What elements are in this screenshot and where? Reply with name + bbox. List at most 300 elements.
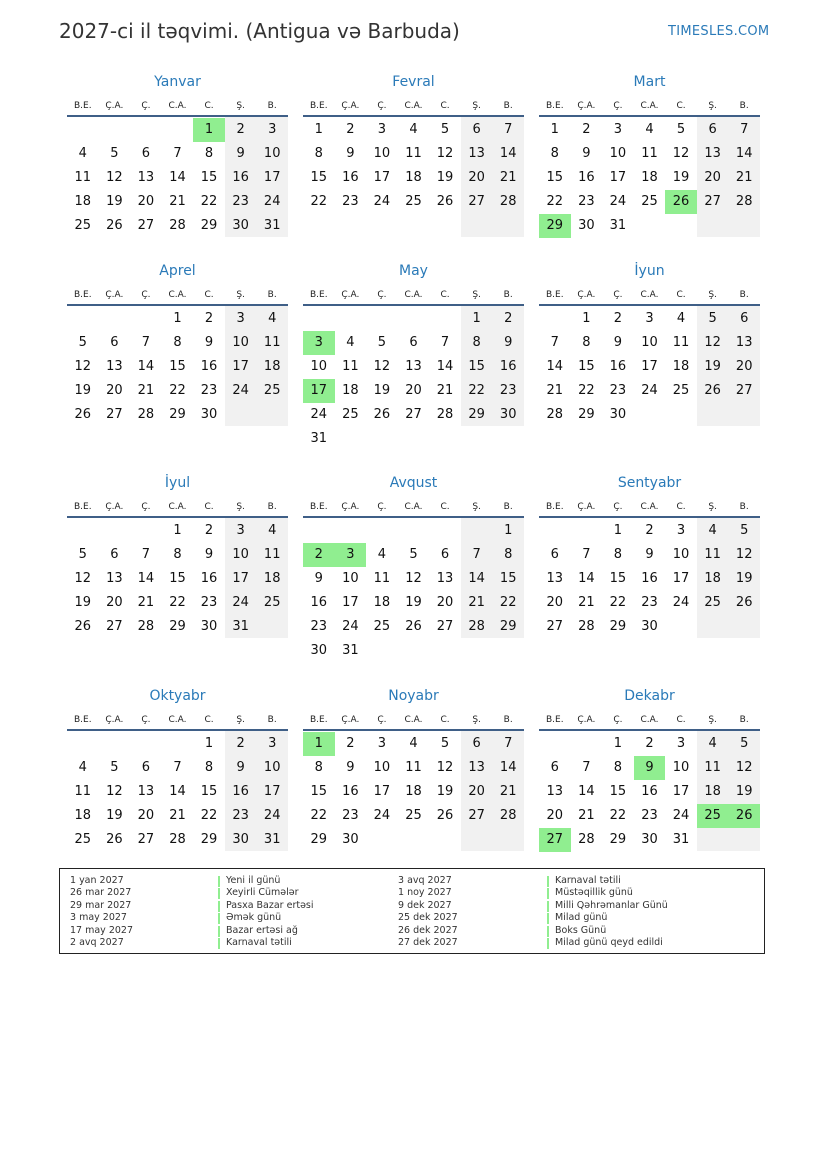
day-cell: 7 [740,122,749,137]
day-cell: 18 [74,808,92,823]
day-cell: 6 [409,335,418,350]
day-cell: 6 [708,122,717,137]
day-cell: 28 [546,407,564,422]
day-cell: 6 [472,736,481,751]
weekday-header: C. [204,290,214,300]
day-cell: 1 [582,311,591,326]
day-cell: 30 [578,218,595,233]
day-cell: 12 [735,547,753,562]
weekday-header: Ş. [236,715,245,725]
weekday-header: Ş. [472,715,481,725]
day-cell: 9 [204,547,214,562]
day-cell: 10 [232,547,249,562]
day-cell: 10 [263,146,281,161]
day-cell: 15 [169,359,186,374]
day-cell: 9 [613,335,623,350]
day-cell: 26 [106,832,123,847]
legend-date: 2 avq 2027 [70,937,124,948]
day-cell: 4 [377,547,387,562]
legend-holiday-name: Milad günü qeyd edildi [555,937,663,948]
day-cell: 16 [578,170,595,185]
day-cell: 19 [704,359,721,374]
weekday-header: B. [267,715,277,725]
weekday-header: B. [739,715,749,725]
day-cell: 18 [704,784,721,799]
holiday-day-cell: 1 [193,118,225,142]
day-cell: 27 [735,383,753,398]
day-cell: 16 [641,784,658,799]
day-cell: 18 [373,595,391,610]
holiday-day-cell: 27 [539,828,571,852]
day-cell: 17 [232,359,249,374]
day-cell: 5 [377,335,387,350]
day-cell: 3 [377,122,387,137]
day-cell: 16 [641,571,658,586]
day-cell: 28 [578,832,595,847]
day-cell: 11 [263,547,281,562]
day-cell: 31 [263,832,281,847]
day-cell: 11 [373,571,391,586]
day-cell: 25 [373,619,391,634]
day-cell: 19 [436,784,454,799]
legend-holiday-name: Pasxa Bazar ertəsi [226,899,314,911]
day-cell: 2 [582,122,591,137]
day-cell: 30 [310,643,328,658]
day-cell: 29 [169,407,186,422]
day-cell: 9 [645,547,654,562]
day-cell: 23 [578,194,595,209]
day-cell: 13 [468,146,485,161]
day-cell: 19 [436,170,454,185]
day-cell: 25 [74,832,92,847]
day-cell: 10 [609,146,627,161]
day-cell: 19 [735,571,753,586]
legend-holiday-name: Əmək günü [226,912,282,924]
day-cell: 22 [578,383,595,398]
day-cell: 23 [641,808,658,823]
day-cell: 12 [436,146,454,161]
day-cell: 18 [74,194,92,209]
day-cell: 13 [106,359,123,374]
day-cell: 13 [405,359,422,374]
day-cell: 11 [405,146,422,161]
day-cell: 27 [546,619,564,634]
weekday-header: B.E. [545,502,564,512]
legend-date: 26 dek 2027 [398,924,458,936]
day-cell: 14 [169,170,186,185]
day-cell: 11 [74,784,92,799]
day-cell: 26 [405,619,422,634]
day-cell: 8 [204,146,214,161]
day-cell: 14 [546,359,564,374]
day-cell: 12 [735,760,753,775]
day-cell: 10 [672,547,690,562]
day-cell: 11 [704,760,721,775]
day-cell: 17 [672,784,690,799]
day-cell: 17 [641,359,658,374]
day-cell: 11 [704,547,721,562]
weekday-header: Ş. [708,502,717,512]
weekday-header: B.E. [545,101,564,111]
day-cell: 19 [74,595,92,610]
weekday-header: C. [204,502,214,512]
day-cell: 22 [310,194,328,209]
day-cell: 17 [263,170,281,185]
month-name: Aprel [159,263,196,279]
day-cell: 2 [613,311,623,326]
day-cell: 1 [173,523,182,538]
day-cell: 24 [672,595,690,610]
holiday-day-cell: 29 [539,214,571,238]
day-cell: 20 [405,383,422,398]
day-cell: 21 [735,170,753,185]
day-cell: 26 [436,808,454,823]
day-cell: 4 [409,122,418,137]
day-cell: 13 [704,146,721,161]
day-cell: 1 [472,311,481,326]
day-cell: 6 [440,547,450,562]
day-cell: 25 [704,595,721,610]
month-name: Oktyabr [149,688,206,704]
day-cell: 24 [672,808,690,823]
day-cell: 15 [578,359,595,374]
month-name: İyul [164,475,191,491]
day-cell: 29 [310,832,328,847]
day-cell: 24 [263,808,281,823]
weekday-header: Ş. [472,101,481,111]
day-cell: 11 [405,760,422,775]
day-cell: 22 [609,808,627,823]
day-cell: 6 [110,547,119,562]
day-cell: 13 [137,784,155,799]
day-cell: 3 [268,736,277,751]
legend-marker [547,888,549,899]
day-cell: 17 [672,571,690,586]
day-cell: 22 [499,595,517,610]
day-cell: 10 [672,760,690,775]
day-cell: 25 [74,218,92,233]
weekday-header: B. [739,502,749,512]
legend-date: 1 yan 2027 [70,875,124,886]
day-cell: 24 [373,808,391,823]
holiday-day-cell: 3 [335,543,367,567]
month-name: Mart [633,74,666,90]
day-cell: 2 [645,523,654,538]
day-cell: 28 [499,808,517,823]
day-cell: 24 [641,383,658,398]
day-cell: 8 [550,146,559,161]
day-cell: 7 [173,760,182,775]
weekday-header: Ş. [472,290,481,300]
day-cell: 4 [78,760,87,775]
weekday-header: B. [503,502,513,512]
weekday-header: Ç. [377,101,387,111]
legend-marker [547,938,549,949]
weekday-header: C. [676,290,686,300]
day-cell: 27 [436,619,454,634]
day-cell: 6 [472,122,481,137]
day-cell: 25 [641,194,658,209]
day-cell: 17 [373,784,391,799]
day-cell: 5 [78,335,87,350]
legend-holiday-name: Xeyirli Cümələr [226,887,299,899]
day-cell: 5 [409,547,418,562]
day-cell: 12 [704,335,721,350]
day-cell: 12 [373,359,391,374]
day-cell: 22 [169,383,186,398]
day-cell: 5 [78,547,87,562]
day-cell: 18 [405,784,422,799]
day-cell: 4 [78,146,87,161]
day-cell: 27 [106,619,123,634]
day-cell: 9 [346,760,355,775]
day-cell: 9 [204,335,214,350]
weekday-header: Ş. [708,290,717,300]
weekday-header: Ç. [377,502,387,512]
weekday-header: C.A. [404,290,423,300]
day-cell: 27 [468,808,485,823]
day-cell: 1 [314,122,323,137]
holiday-day-cell: 17 [303,379,335,403]
weekday-header: Ç.A. [105,715,124,725]
day-cell: 25 [672,383,690,398]
day-cell: 6 [550,760,559,775]
brand-link[interactable]: TIMESLES.COM [668,24,770,39]
day-cell: 10 [373,146,391,161]
day-cell: 9 [236,760,245,775]
day-cell: 5 [110,760,119,775]
legend-holiday-name: Milad günü [555,912,608,924]
legend-marker [218,926,220,937]
legend-marker [547,876,549,887]
day-cell: 11 [342,359,359,374]
day-cell: 27 [137,218,155,233]
weekday-header: Ş. [236,101,245,111]
weekday-header: Ç.A. [341,101,360,111]
day-cell: 18 [342,383,359,398]
day-cell: 30 [499,407,517,422]
day-cell: 1 [173,311,182,326]
legend-date: 1 noy 2027 [398,887,452,899]
day-cell: 14 [169,784,186,799]
day-cell: 25 [263,383,281,398]
day-cell: 26 [704,383,721,398]
day-cell: 2 [346,736,355,751]
holiday-day-cell: 25 [697,804,729,828]
day-cell: 31 [672,832,690,847]
day-cell: 16 [342,784,359,799]
day-cell: 13 [546,784,564,799]
day-cell: 13 [137,170,155,185]
day-cell: 7 [141,547,151,562]
weekday-header: C.A. [640,502,659,512]
day-cell: 28 [169,832,186,847]
day-cell: 30 [641,832,658,847]
legend-holiday-name: Milli Qəhrəmanlar Günü [555,899,668,911]
day-cell: 9 [346,146,355,161]
day-cell: 12 [74,571,92,586]
day-cell: 22 [200,194,218,209]
day-cell: 13 [106,571,123,586]
day-cell: 24 [263,194,281,209]
day-cell: 19 [405,595,422,610]
legend-marker [218,938,220,949]
day-cell: 14 [578,784,595,799]
day-cell: 12 [405,571,422,586]
day-cell: 20 [546,808,564,823]
weekday-header: C. [676,502,686,512]
legend-marker [547,913,549,924]
weekday-header: Ç. [377,290,387,300]
day-cell: 15 [200,784,218,799]
weekday-header: B. [503,101,513,111]
day-cell: 18 [263,571,281,586]
weekday-header: B.E. [545,290,564,300]
day-cell: 23 [342,808,359,823]
legend-marker [218,901,220,912]
day-cell: 22 [310,808,328,823]
day-cell: 14 [137,571,155,586]
day-cell: 8 [314,146,323,161]
day-cell: 21 [468,595,485,610]
day-cell: 14 [735,146,753,161]
month-name: Noyabr [388,688,439,704]
day-cell: 2 [346,122,355,137]
day-cell: 28 [468,619,485,634]
weekday-header: B. [267,290,277,300]
day-cell: 2 [204,311,214,326]
weekday-header: C. [676,101,686,111]
weekday-header: C.A. [404,502,423,512]
day-cell: 16 [232,784,249,799]
day-cell: 18 [641,170,658,185]
day-cell: 21 [499,170,517,185]
day-cell: 15 [200,170,218,185]
day-cell: 25 [405,808,422,823]
day-cell: 24 [232,383,249,398]
day-cell: 5 [740,523,749,538]
day-cell: 4 [409,736,418,751]
month-name: Avqust [389,475,438,491]
day-cell: 6 [550,547,559,562]
day-cell: 17 [232,571,249,586]
weekday-header: Ç. [141,290,151,300]
holiday-day-cell: 26 [665,190,697,214]
day-cell: 15 [546,170,564,185]
day-cell: 4 [708,736,717,751]
day-cell: 2 [236,122,245,137]
legend-date: 25 dek 2027 [398,912,458,924]
weekday-header: B. [503,290,513,300]
day-cell: 16 [232,170,249,185]
day-cell: 16 [200,571,218,586]
legend-holiday-name: Karnaval tətili [226,937,292,948]
day-cell: 6 [740,311,749,326]
day-cell: 14 [499,146,517,161]
day-cell: 23 [342,194,359,209]
weekday-header: B. [503,715,513,725]
weekday-header: C. [440,715,450,725]
weekday-header: C. [204,715,214,725]
day-cell: 8 [613,760,623,775]
legend-date: 17 may 2027 [70,924,134,936]
weekday-header: B.E. [73,101,92,111]
day-cell: 31 [263,218,281,233]
day-cell: 7 [550,335,559,350]
day-cell: 2 [236,736,245,751]
day-cell: 25 [342,407,359,422]
day-cell: 23 [641,595,658,610]
day-cell: 21 [169,194,186,209]
day-cell: 16 [342,170,359,185]
day-cell: 26 [106,218,123,233]
weekday-header: C.A. [640,101,659,111]
day-cell: 9 [314,571,323,586]
day-cell: 23 [232,808,249,823]
day-cell: 10 [342,571,359,586]
weekday-header: Ş. [236,290,245,300]
day-cell: 15 [169,571,186,586]
day-cell: 28 [169,218,186,233]
day-cell: 12 [106,784,123,799]
day-cell: 15 [609,571,627,586]
weekday-header: Ş. [236,502,245,512]
day-cell: 27 [704,194,721,209]
day-cell: 7 [504,736,513,751]
day-cell: 26 [373,407,391,422]
day-cell: 15 [468,359,485,374]
day-cell: 19 [74,383,92,398]
day-cell: 7 [440,335,450,350]
day-cell: 30 [200,619,218,634]
day-cell: 8 [314,760,323,775]
weekday-header: B. [267,101,277,111]
legend-date: 27 dek 2027 [398,937,458,948]
day-cell: 6 [141,146,151,161]
day-cell: 2 [645,736,654,751]
weekday-header: Ş. [708,101,717,111]
day-cell: 12 [672,146,690,161]
day-cell: 14 [436,359,454,374]
day-cell: 4 [346,335,355,350]
day-cell: 20 [137,808,155,823]
weekday-header: B. [739,290,749,300]
month-name: May [399,263,428,279]
day-cell: 29 [578,407,595,422]
weekday-header: Ç.A. [105,502,124,512]
weekday-header: B.E. [309,290,328,300]
day-cell: 8 [582,335,591,350]
day-cell: 28 [735,194,753,209]
holiday-day-cell: 2 [303,543,335,567]
day-cell: 30 [342,832,359,847]
day-cell: 25 [405,194,422,209]
day-cell: 29 [200,218,218,233]
day-cell: 7 [504,122,513,137]
day-cell: 22 [609,595,627,610]
weekday-header: Ç.A. [577,715,596,725]
weekday-header: Ç. [377,715,387,725]
day-cell: 15 [499,571,517,586]
day-cell: 24 [310,407,328,422]
weekday-header: C. [440,101,450,111]
legend-marker [218,913,220,924]
day-cell: 6 [141,760,151,775]
day-cell: 16 [310,595,328,610]
legend-holiday-name: Müstəqillik günü [555,887,633,899]
day-cell: 1 [204,736,214,751]
day-cell: 20 [137,194,155,209]
